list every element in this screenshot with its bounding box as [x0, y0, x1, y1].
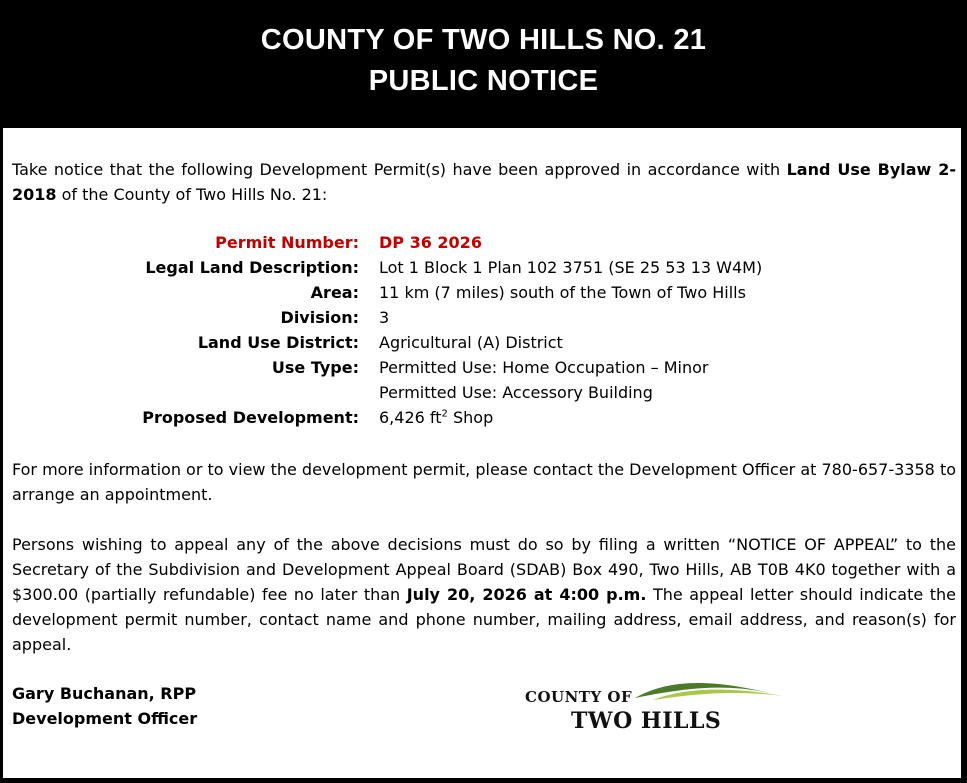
- signature-name: Gary Buchanan, RPP: [12, 684, 197, 703]
- use-type-value-2: Permitted Use: Accessory Building: [379, 383, 653, 402]
- development-type: Shop: [447, 408, 494, 427]
- header-county-title: COUNTY OF TWO HILLS NO. 21: [260, 24, 707, 56]
- appeal-deadline: July 20, 2026 at 4:00 p.m.: [406, 585, 647, 604]
- permit-row-area: [3, 280, 961, 305]
- header-public-notice: PUBLIC NOTICE: [368, 65, 599, 97]
- squared-superscript: 2: [441, 408, 448, 420]
- district-value: Agricultural (A) District: [379, 333, 563, 352]
- intro-paragraph: [12, 157, 956, 207]
- permit-row-development: [3, 405, 961, 430]
- permit-number-label: Permit Number:: [215, 233, 359, 252]
- development-label: Proposed Development:: [142, 408, 359, 427]
- logo-line2: TWO HILLS: [571, 708, 722, 734]
- info-paragraph: For more information or to view the development permit, please contact the Development Officer at 780-657-3358 to arrange an appointment.: [12, 460, 956, 504]
- hills-logo-icon: [633, 676, 783, 706]
- notice-body: [3, 128, 961, 778]
- area-label: Area:: [310, 283, 359, 302]
- notice-header: [0, 0, 967, 128]
- bylaw-reference: Land Use Bylaw 2-2018: [12, 160, 956, 204]
- county-logo: [523, 676, 783, 738]
- division-label: Division:: [280, 308, 359, 327]
- intro-text: Take notice that the following Development Permit(s) have been approved in accordance with: [12, 160, 787, 179]
- permit-row-division: [3, 305, 961, 330]
- development-area: 6,426 ft: [379, 408, 442, 427]
- area-value: 11 km (7 miles) south of the Town of Two Hills: [379, 283, 746, 302]
- logo-line1: COUNTY OF: [525, 688, 633, 706]
- permit-row-number: [3, 230, 961, 255]
- permit-number-value: DP 36 2026: [379, 233, 482, 252]
- development-value: [379, 405, 493, 430]
- district-label: Land Use District:: [197, 333, 359, 352]
- permit-row-legal: [3, 255, 961, 280]
- appeal-text-end: The appeal letter should indicate the development permit number, contact name and phone number, mailing address, email address, and reason(s) for appeal.: [12, 585, 956, 654]
- use-type-value-1: Permitted Use: Home Occupation – Minor: [379, 358, 709, 377]
- legal-land-value: Lot 1 Block 1 Plan 102 3751 (SE 25 53 13 W4M): [379, 258, 763, 277]
- permit-row-use-type: [3, 355, 961, 380]
- permit-row-use-type-2: [3, 380, 961, 405]
- legal-land-label: Legal Land Description:: [145, 258, 359, 277]
- use-type-label: Use Type:: [271, 358, 359, 377]
- appeal-text: Persons wishing to appeal any of the above decisions must do so by filing a written “NOTICE OF APPEAL” to the Secretary of the Subdivision and Development Appeal Board (SDAB) Box 490, Two Hills, AB T0B 4K0 together with a $300.00 (partially refundable) fee no later than: [12, 535, 956, 604]
- intro-text-end: of the County of Two Hills No. 21:: [56, 185, 328, 204]
- appeal-paragraph: [12, 532, 956, 657]
- division-value: 3: [379, 308, 390, 327]
- signature-title: Development Officer: [12, 709, 198, 728]
- permit-row-district: [3, 330, 961, 355]
